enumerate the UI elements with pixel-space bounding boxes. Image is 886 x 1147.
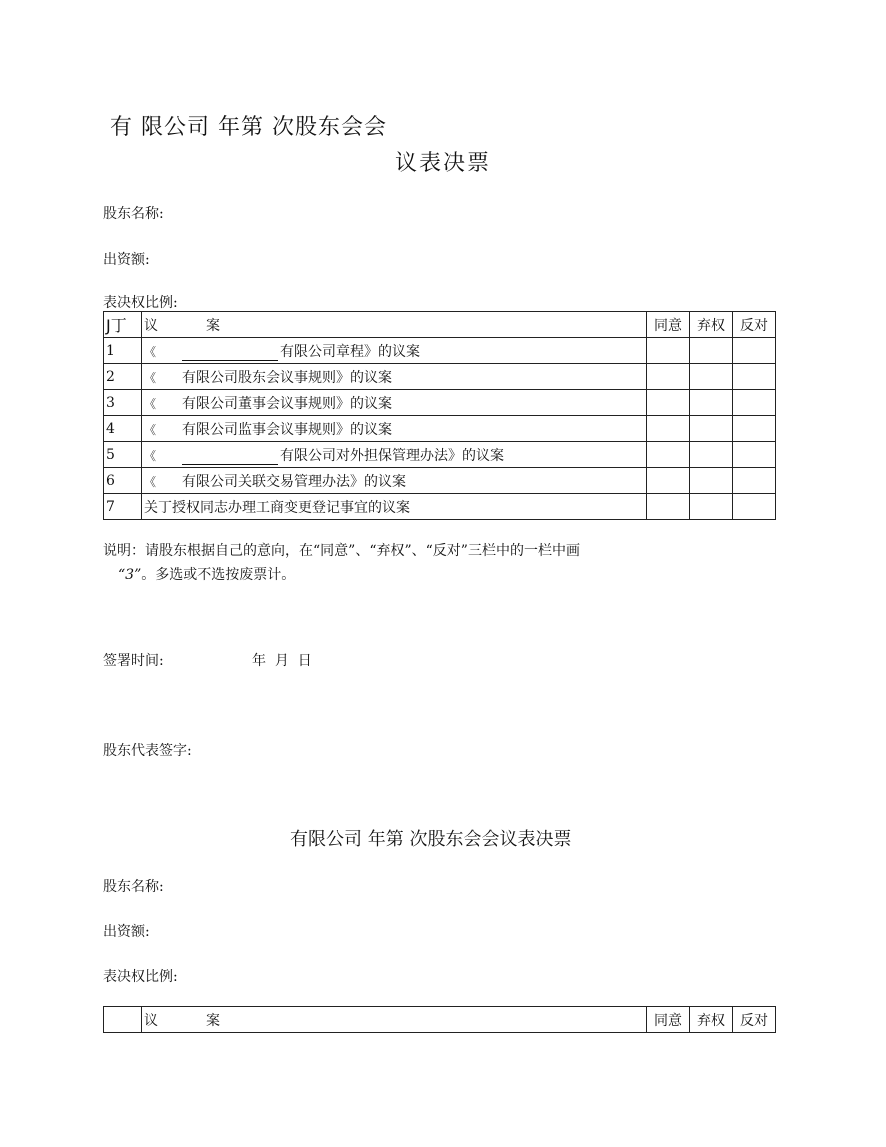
header-agree: 同意 xyxy=(647,312,690,338)
header-proposal-a: 议 xyxy=(144,317,158,334)
header-agree: 同意 xyxy=(647,1007,690,1033)
agree-cell[interactable] xyxy=(647,338,690,364)
row-number: 3 xyxy=(104,390,142,416)
abstain-cell[interactable] xyxy=(690,364,733,390)
sign-date-placeholder: 年 月 日 xyxy=(252,653,312,669)
row-proposal-text: 有限公司关联交易管理办法》的议案 xyxy=(182,473,407,490)
vote-table xyxy=(103,311,776,520)
row-open-quote: 《 xyxy=(144,422,157,437)
oppose-cell[interactable] xyxy=(733,494,776,520)
fill-in-blank xyxy=(182,346,278,361)
instruction-note-tail: 。多选或不选按废票计。 xyxy=(141,567,296,583)
second-vote-table-header xyxy=(104,1007,776,1033)
table-row xyxy=(104,468,776,494)
abstain-cell[interactable] xyxy=(690,338,733,364)
ballot-title-line2: 议表决票 xyxy=(395,151,492,176)
oppose-cell[interactable] xyxy=(733,338,776,364)
row-open-quote: 《 xyxy=(144,396,157,411)
table-row xyxy=(104,338,776,364)
second-shareholder-name-label: 股东名称: xyxy=(103,879,164,895)
agree-cell[interactable] xyxy=(647,416,690,442)
row-open-quote: 《 xyxy=(144,344,157,359)
row-number: 1 xyxy=(104,338,142,364)
instruction-note-line2 xyxy=(118,564,295,584)
header-number-blank xyxy=(104,1007,142,1033)
table-row xyxy=(104,442,776,468)
row-proposal xyxy=(142,390,647,416)
header-proposal-b: 案 xyxy=(206,1012,220,1029)
table-row xyxy=(104,390,776,416)
row-number: 4 xyxy=(104,416,142,442)
abstain-cell[interactable] xyxy=(690,494,733,520)
second-ballot-title: 有限公司 年第 次股东会会议表决票 xyxy=(290,829,572,850)
abstain-cell[interactable] xyxy=(690,442,733,468)
shareholder-signature-label: 股东代表签字: xyxy=(103,743,192,759)
agree-cell[interactable] xyxy=(647,442,690,468)
agree-cell[interactable] xyxy=(647,494,690,520)
second-vote-table xyxy=(103,1006,776,1033)
agree-cell[interactable] xyxy=(647,468,690,494)
sign-time-label: 签署时间: xyxy=(103,653,164,669)
header-oppose: 反对 xyxy=(733,1007,776,1033)
row-number: 5 xyxy=(104,442,142,468)
capital-label: 出资额: xyxy=(103,252,150,268)
row-proposal-text: 有限公司章程》的议案 xyxy=(280,343,421,360)
row-proposal xyxy=(142,468,647,494)
row-number: 2 xyxy=(104,364,142,390)
header-proposal-b: 案 xyxy=(206,317,220,334)
oppose-cell[interactable] xyxy=(733,468,776,494)
row-proposal-text: 有限公司董事会议事规则》的议案 xyxy=(182,395,393,412)
row-proposal xyxy=(142,364,647,390)
header-oppose: 反对 xyxy=(733,312,776,338)
row-open-quote: 《 xyxy=(144,370,157,385)
abstain-cell[interactable] xyxy=(690,416,733,442)
oppose-cell[interactable] xyxy=(733,442,776,468)
vote-ratio-label: 表决权比例: xyxy=(103,295,178,311)
row-proposal-text: 有限公司股东会议事规则》的议案 xyxy=(182,369,393,386)
row-open-quote: 《 xyxy=(144,474,157,489)
fill-in-blank xyxy=(182,450,278,465)
header-abstain: 弃权 xyxy=(690,1007,733,1033)
row-proposal xyxy=(142,338,647,364)
row-proposal-text: 关丁授权同志办理工商变更登记事宜的议案 xyxy=(144,499,410,516)
row-proposal-text: 有限公司对外担保管理办法》的议案 xyxy=(280,447,505,464)
shareholder-name-label: 股东名称: xyxy=(103,206,164,222)
check-mark-symbol: “3” xyxy=(118,567,142,583)
agree-cell[interactable] xyxy=(647,364,690,390)
abstain-cell[interactable] xyxy=(690,468,733,494)
header-mark: J丁 xyxy=(104,312,142,338)
oppose-cell[interactable] xyxy=(733,416,776,442)
row-number: 6 xyxy=(104,468,142,494)
row-proposal-text: 有限公司监事会议事规则》的议案 xyxy=(182,421,393,438)
table-row xyxy=(104,416,776,442)
oppose-cell[interactable] xyxy=(733,390,776,416)
second-vote-ratio-label: 表决权比例: xyxy=(103,969,178,985)
row-proposal xyxy=(142,416,647,442)
table-row xyxy=(104,364,776,390)
row-number: 7 xyxy=(104,494,142,520)
header-abstain: 弃权 xyxy=(690,312,733,338)
abstain-cell[interactable] xyxy=(690,390,733,416)
row-open-quote: 《 xyxy=(144,448,157,463)
agree-cell[interactable] xyxy=(647,390,690,416)
row-proposal xyxy=(142,494,647,520)
row-proposal xyxy=(142,442,647,468)
oppose-cell[interactable] xyxy=(733,364,776,390)
header-proposal xyxy=(142,1007,647,1033)
ballot-title-line1: 有 限公司 年第 次股东会会 xyxy=(110,115,387,140)
header-proposal-a: 议 xyxy=(144,1012,158,1029)
header-proposal xyxy=(142,312,647,338)
vote-table-header xyxy=(104,312,776,338)
second-capital-label: 出资额: xyxy=(103,924,150,940)
table-row xyxy=(104,494,776,520)
instruction-note-line1: 说明：请股东根据自己的意向，在“同意”、“弃权”、“反对”三栏中的一栏中画 xyxy=(103,543,580,559)
